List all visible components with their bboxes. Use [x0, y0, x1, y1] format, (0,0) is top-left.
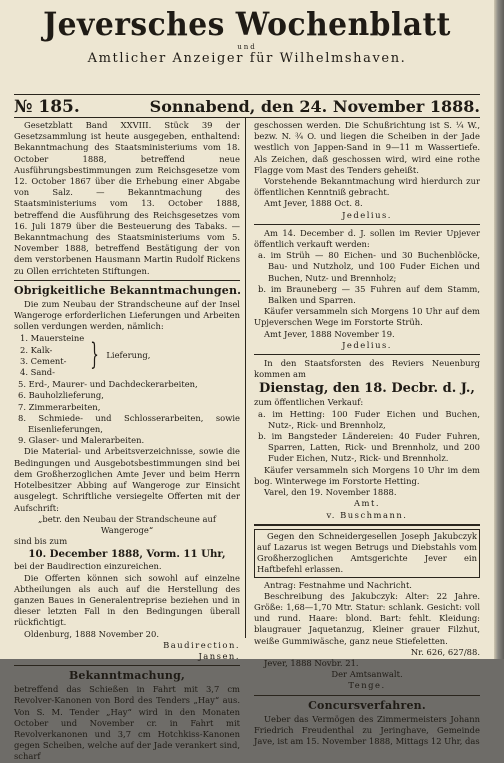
dateline-top-rule: [14, 94, 480, 95]
dateline-bottom-rule: [14, 117, 480, 118]
page-edge: [494, 0, 504, 659]
list-item: 5. Erd-, Maurer- und Dachdeckerarbeiten,: [18, 379, 198, 390]
issue-date: Sonnabend, den 24. November 1888.: [149, 97, 480, 116]
heading-obrigkeitliche: Obrigkeitliche Bekanntmachungen.: [14, 283, 242, 297]
signature-jedelius-1: Jedelius.: [342, 209, 392, 220]
haftbefehl-nummer: Nr. 626, 627/88.: [410, 646, 480, 657]
masthead: [10, 4, 484, 67]
list-item: 9. Glaser- und Malerarbeiten.: [18, 435, 145, 446]
column-divider: [245, 118, 246, 638]
list-item: 3. Cement-: [20, 355, 67, 366]
right-column: [254, 120, 480, 746]
haftbefehl-beschreibung: Beschreibung des Jakubczyk: Alter: 22 Jahre. Größe: 1,68—1,70 Mtr. Statur: schlank. Gesicht: voll und rund. Haare: blond. Bart: fehlt. Kleidung: blaugrauer Jaquetanzug, Kleiner grauer Filzhut, weiße Gummiwäsche, ganz neue Stiefeletten.: [254, 590, 480, 646]
left-column: [14, 120, 242, 762]
dateline: [14, 97, 480, 117]
haftbefehl-amt: Der Amtsanwalt.: [331, 669, 403, 680]
list-item: 8. Schmiede- und Schlosserarbeiten, sowie Eisenlieferungen,: [18, 412, 240, 435]
newspaper-title: Jeversches Wochenblatt: [43, 5, 451, 43]
list-item: 4. Sand-: [20, 367, 55, 378]
list-item: 2. Kalk-: [20, 344, 53, 355]
amt-date-2: Amt Jever, 1888 November 19.: [264, 328, 395, 339]
haftbefehl-intro: Gegen den Schneidergesellen Joseph Jakubczyk auf Lazarus ist wegen Betrugs und Diebstahls vom Großherzoglichen Amtsgerichte Jever ein Haftbefehl erlassen.: [257, 530, 477, 575]
schiessen-text: betreffend das Schießen in Fahrt mit 3,7 cm Revolver-Kanonen von Bord des Tenders „Hay“ aus. Von S. M. Tender „Hay“ wird in den Monaten October und November cr. in Fahrt mit Revolverkanonen und 3,7 cm Hotchkiss-Kanonen gegen Scheiben, welche auf der Jade verankert sind, scharf: [14, 684, 240, 762]
termin-post: bei der Baudirection einzureichen.: [14, 561, 162, 572]
amt-date-1: Amt Jever, 1888 Oct. 8.: [264, 198, 363, 209]
divider: [254, 224, 480, 225]
neuenburg-ort: Varel, den 19. November 1888.: [264, 487, 397, 498]
holz-item-a: a. im Strüh — 80 Eichen- und 30 Buchenblöcke, Bau- und Nutzholz, und 100 Fuder Eichen und Buchen, Nutz- und Brennholz;: [258, 250, 480, 283]
heading-concursverfahren: Concursverfahren.: [308, 698, 426, 712]
signature-jansen: Jansen.: [198, 650, 240, 661]
signature-tenge: Tenge.: [348, 680, 386, 691]
baudirection: Baudirection.: [163, 639, 240, 650]
neuenburg-item-b: b. im Bangsteder Ländereien: 40 Fuder Fuhren, Sparren, Latten, Rick- und Brennholz, und 200 Fuder Eichen, Nutz-, Rick- und Brennholz.: [258, 431, 480, 464]
haftbefehl-ort: Jever, 1888 Novbr. 21.: [264, 657, 359, 668]
gesetzblatt-notice: Gesetzblatt Band XXVIII. Stück 39 der Gesetzsammlung ist heute ausgegeben, enthaltend: Bekanntmachung des Staatsministeriums vom 18. October 1888, betreffend neue Ausführungsbestimmungen zum Reichsgesetze vom 12. October 1867 über die Erhebung einer Abgabe von Salz. — Bekanntmachung des Staatsministeriums vom 13. October 1888, betreffend die Ausführung des Reichsgesetzes vom 16. Juli 1879 über die Besteuerung des Tabaks. — Bekanntmachung des Staatsministeriums vom 5. November 1888, betreffend Bestätigung der von dem verstorbenen Hausmann Martin Rudolf Rickens zu Ollen errichteten Stiftungen.: [14, 120, 240, 276]
holz-intro: Am 14. December d. J. sollen im Revier Upjever öffentlich verkauft werden:: [254, 227, 480, 250]
divider: [14, 665, 240, 666]
divider: [254, 695, 480, 696]
schiessen-continued: geschossen werden. Die Schußrichtung ist S. ¼ W., bezw. N. ¾ O. und liegen die Scheiben in der Jade westlich von Jappen-Sand in 9—11 m Wassertiefe. Als Zeichen, daß geschossen wird, wird eine rothe Flagge vom Mast des Tenders geheißt.: [254, 120, 480, 175]
brace: }: [90, 337, 100, 373]
termin-pre: sind bis zum: [14, 536, 68, 547]
divider: [254, 524, 480, 526]
neuenburg-item-a: a. im Hetting: 100 Fuder Eichen und Buchen, Nutz-, Rick- und Brennholz,: [258, 408, 480, 430]
neuenburg-meeting: Käufer versammeln sich Morgens 10 Uhr im dem bog. Winterwege im Forstorte Hetting.: [254, 464, 480, 486]
haftbefehl-box: [254, 529, 480, 578]
neuenburg-sub: zum öffentlichen Verkauf:: [254, 397, 364, 408]
holz-item-b: b. im Brauneberg — 35 Fuhren auf dem Stamm, Balken und Sparren.: [258, 283, 480, 306]
holz-meeting: Käufer versammeln sich Morgens 10 Uhr auf dem Upjeverschen Wege im Forstorte Strüh.: [254, 306, 480, 328]
concurs-text: Ueber das Vermögen des Zimmermeisters Johann Friedrich Freudenthal zu Jeringhave, Gemeinde Jave, ist am 15. November 1888, Mittags 12 Uhr, das: [254, 713, 480, 746]
heading-bekanntmachung: Bekanntmachung,: [68, 669, 186, 683]
neuenburg-intro: In den Staatsforsten des Reviers Neuenburg kommen am: [254, 358, 480, 380]
lieferung-list: [20, 333, 240, 378]
strandscheune-intro: Die zum Neubau der Strandscheune auf der Insel Wangeroge erforderlichen Lieferungen und Arbeiten sollen verdungen werden, nämlich:: [14, 298, 240, 332]
haftbefehl-antrag: Antrag: Festnahme und Nachricht.: [264, 579, 412, 590]
divider: [254, 354, 480, 355]
issue-number: № 185.: [14, 97, 80, 117]
ort-datum: Oldenburg, 1888 November 20.: [24, 628, 159, 639]
brace-label: Lieferung,: [106, 350, 151, 361]
list-item: 1. Mauersteine: [20, 333, 85, 344]
list-item: 7. Zimmerarbeiten,: [18, 401, 101, 412]
offerten-aufschrift: „betr. den Neubau der Strandscheune auf Wangeroge“: [38, 513, 216, 535]
divider: [14, 280, 240, 281]
signature-jedelius-2: Jedelius.: [342, 339, 392, 350]
list-item: 6. Bauholzlieferung,: [18, 390, 104, 401]
neuenburg-amt: Amt.: [353, 498, 381, 509]
masthead-und: und: [237, 43, 257, 51]
neuenburg-date: Dienstag, den 18. Decbr. d. J.,: [259, 381, 475, 397]
schiessen-note: Vorstehende Bekanntmachung wird hierdurch zur öffentlichen Kenntniß gebracht.: [254, 176, 480, 198]
offerten-text: Die Offerten können sich sowohl auf einzelne Abtheilungen als auch auf die Herstellung des ganzen Baues in Generalentreprise beziehen und in dieser letzten Fall in den Bedingungen überall rückfichtigt.: [14, 572, 240, 628]
newspaper-subtitle: Amtlicher Anzeiger für Wilhelmshaven.: [87, 51, 407, 66]
termin-date: 10. December 1888, Vorm. 11 Uhr,: [28, 548, 226, 561]
signature-buschmann: v. Buschmann.: [326, 509, 408, 520]
strandscheune-text: Die Material- und Arbeitsverzeichnisse, sowie die Bedingungen und Ausgebotsbestimmungen sind bei dem Großherzoglichen Amte Jever und beim Herrn Hotelbesitzer Abbing auf Wangeroge zur Einsicht ausgelegt. Schriftliche versiegelte Offerten mit der Aufschrift:: [14, 446, 240, 513]
